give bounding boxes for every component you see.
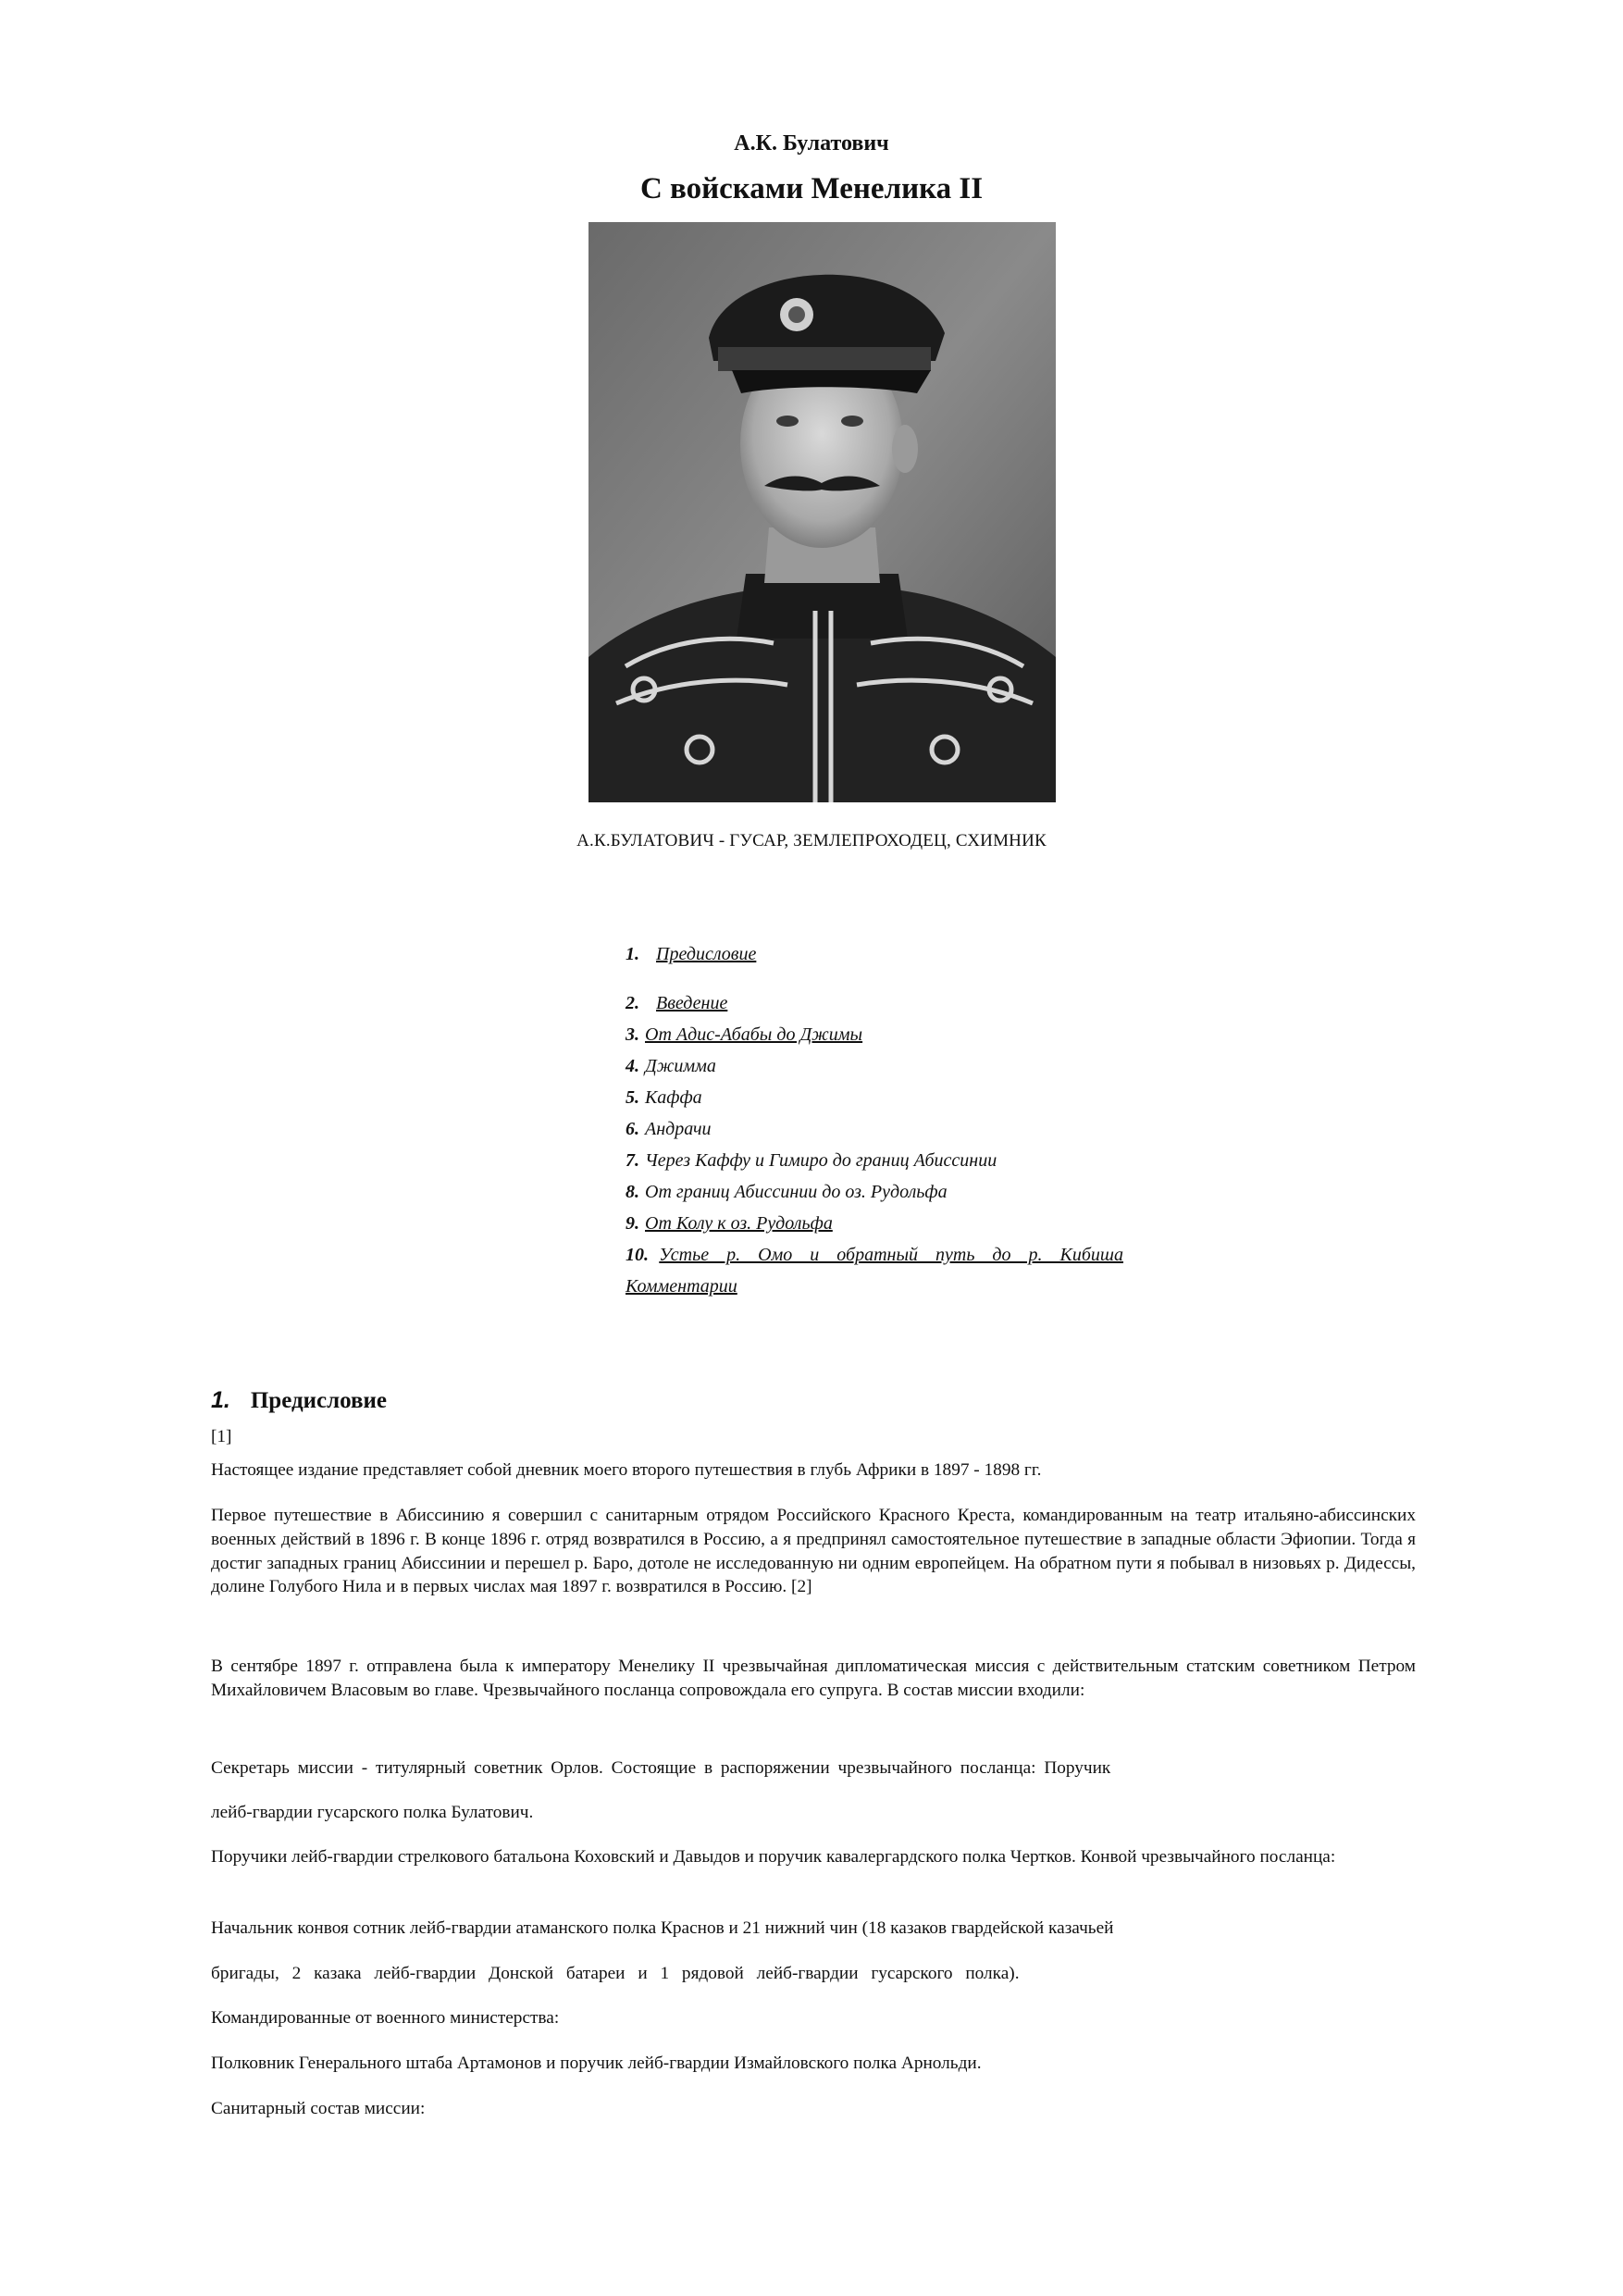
paragraph: Полковник Генерального штаба Артамонов и поручик лейб-гвардии Измайловского полка Арнольди. [211, 2054, 982, 2073]
toc-link[interactable]: Комментарии [626, 1276, 737, 1297]
toc-item-6 [626, 1119, 712, 1140]
paragraph: Поручики лейб-гвардии стрелкового батальона Коховский и Давыдов и поручик кавалергардского полка Чертков. Конвой чрезвычайного посланца: [211, 1847, 1336, 1867]
toc-item-10[interactable] [626, 1245, 1123, 1266]
toc-number: 3. [626, 1024, 639, 1045]
toc-item-2[interactable] [626, 993, 727, 1014]
toc-number: 1. [626, 944, 639, 964]
toc-number: 4. [626, 1056, 639, 1076]
section-title: Предисловие [250, 1388, 388, 1413]
toc-number: 10. [626, 1245, 649, 1265]
toc-number: 6. [626, 1119, 639, 1139]
toc-item-7 [626, 1150, 997, 1172]
photo-caption: А.К.БУЛАТОВИЧ - ГУСАР, ЗЕМЛЕПРОХОДЕЦ, СХИМНИК [576, 831, 1047, 850]
paragraph: Секретарь миссии - титулярный советник Орлов. Состоящие в распоряжении чрезвычайного посланца: Поручик [211, 1758, 1111, 1778]
toc-item-4 [626, 1056, 716, 1077]
book-title: С войсками Менелика II [639, 172, 984, 205]
toc-label: Через Каффу и Гимиро до границ Абиссинии [645, 1150, 997, 1171]
toc-item-5 [626, 1087, 702, 1109]
toc-number: 9. [626, 1213, 639, 1234]
paragraph: Начальник конвоя сотник лейб-гвардии атаманского полка Краснов и 21 нижний чин (18 казаков гвардейской казачьей [211, 1918, 1114, 1938]
toc-label: Каффа [645, 1087, 702, 1108]
toc-number: 8. [626, 1182, 639, 1202]
toc-item-1[interactable] [626, 944, 756, 965]
toc-number: 5. [626, 1087, 639, 1108]
section-number: 1. [211, 1387, 230, 1413]
toc-item-comments[interactable] [626, 1276, 737, 1297]
toc-link[interactable]: Введение [656, 993, 728, 1013]
paragraph: Командированные от военного министерства: [211, 2008, 560, 2028]
toc-label: От границ Абиссинии до оз. Рудольфа [645, 1182, 948, 1202]
toc-link[interactable]: От Колу к оз. Рудольфа [645, 1213, 833, 1234]
toc-item-3[interactable] [626, 1024, 862, 1046]
paragraph: Первое путешествие в Абиссинию я совершил с санитарным отрядом Российского Красного Креста, командированным на театр итальяно-абиссинских военных действий в 1896 г. В конце 1896 г. отряд возвратился в Россию, а я предпринял самостоятельное путешествие в западные области Эфиопии. Тогда я достиг западных границ Абиссинии и перешел р. Баро, дотоле не исследованную ни одним европейцем. На обратном пути я побывал в низовьях р. Дидессы, долине Голубого Нила и в первых числах мая 1897 г. возвратился в Россию. [2] [211, 1506, 1416, 1597]
section-heading [211, 1387, 387, 1414]
toc-number: 7. [626, 1150, 639, 1171]
toc-label: Андрачи [645, 1119, 712, 1139]
paragraph: Настоящее издание представляет собой дневник моего второго путешествия в глубь Африки в 1897 - 1898 гг. [211, 1460, 1042, 1480]
toc-item-9[interactable] [626, 1213, 833, 1235]
toc-number: 2. [626, 993, 639, 1013]
portrait-photo-icon [588, 222, 1056, 802]
paragraph: лейб-гвардии гусарского полка Булатович. [211, 1803, 534, 1822]
paragraph: В сентябре 1897 г. отправлена была к императору Менелику II чрезвычайная дипломатическая миссия с действительным статским советником Петром Михайловичем Власовым во главе. Чрезвычайного посланца сопровождала его супруга. В состав миссии входили: [211, 1657, 1416, 1700]
paragraph: Санитарный состав миссии: [211, 2099, 426, 2118]
toc-item-8 [626, 1182, 948, 1203]
author-name: А.К. Булатович [734, 131, 889, 155]
paragraph: бригады, 2 казака лейб-гвардии Донской батареи и 1 рядовой лейб-гвардии гусарского полка). [211, 1964, 1020, 1983]
toc-label: Джимма [645, 1056, 716, 1076]
toc-link[interactable]: От Адис-Абабы до Джимы [645, 1024, 863, 1045]
toc-link[interactable]: Устье р. Омо и обратный путь до р. Кибиша [659, 1245, 1123, 1265]
footnote-ref[interactable]: [1] [211, 1427, 232, 1446]
toc-link[interactable]: Предисловие [656, 944, 757, 964]
